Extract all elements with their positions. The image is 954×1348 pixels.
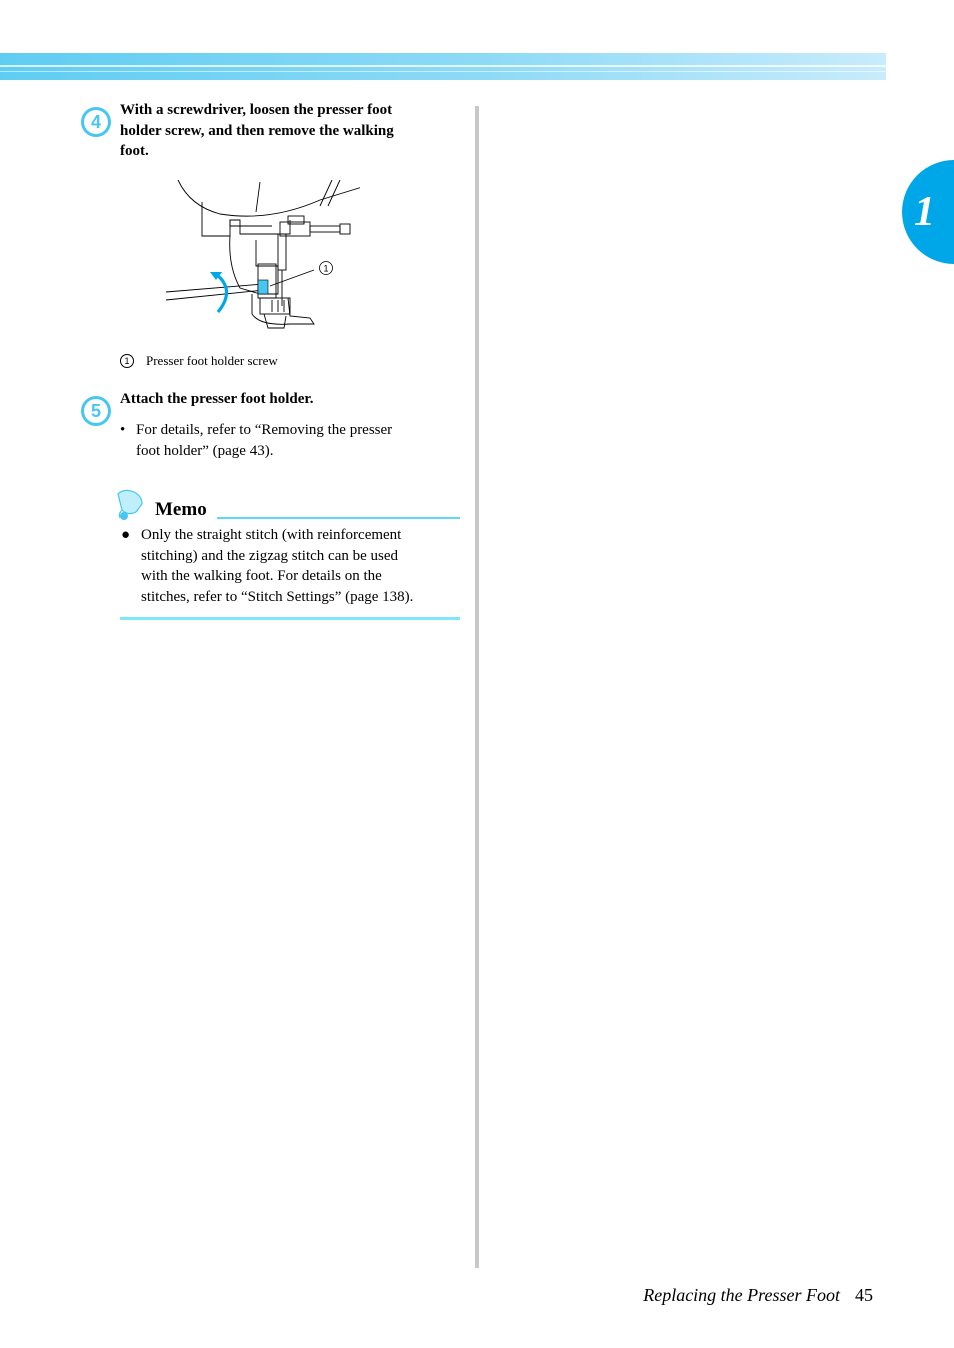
loosen-arrow	[216, 274, 227, 312]
header-band	[0, 53, 886, 80]
step-4-line-2: holder screw, and then remove the walking	[120, 122, 394, 139]
memo-line-4: stitches, refer to “Stitch Settings” (page 138).	[141, 588, 414, 605]
step-5-bullet: •	[120, 422, 126, 438]
memo-top-rule	[217, 517, 460, 519]
caption-text: Presser foot holder screw	[146, 353, 278, 368]
step-4-line-1: With a screwdriver, loosen the presser foot	[120, 102, 393, 118]
memo-line-2: stitching) and the zigzag stitch can be used	[141, 547, 398, 564]
step-4-instruction	[120, 100, 394, 162]
figure-caption	[120, 352, 278, 370]
step-4-marker	[81, 107, 111, 137]
caption-number: 1	[120, 354, 134, 368]
column-divider	[475, 106, 479, 1268]
chapter-number: 1	[914, 189, 935, 235]
memo-title: Memo	[155, 499, 207, 520]
machine-head-outline	[178, 180, 360, 216]
step-4-line-3: foot.	[120, 143, 149, 159]
header-stripe	[0, 65, 886, 67]
footer-section-title: Replacing the Presser Foot	[643, 1285, 840, 1305]
step-5-marker	[81, 396, 111, 426]
memo-bullet: ●	[121, 527, 131, 543]
step-4-number: 4	[84, 110, 108, 134]
footer-page-number: 45	[855, 1285, 873, 1305]
callout-number: 1	[323, 263, 329, 274]
memo-icon	[114, 488, 146, 522]
step-5-detail-line-2: foot holder” (page 43).	[136, 443, 274, 459]
header-stripe-thin	[0, 71, 886, 72]
step-5-number: 5	[84, 399, 108, 423]
memo-line-3: with the walking foot. For details on the	[141, 568, 382, 584]
step-5-detail-line-1: For details, refer to “Removing the presser	[136, 422, 393, 438]
memo-bottom-rule	[120, 617, 460, 620]
holder-screw-highlight	[258, 280, 268, 294]
step-5-title: Attach the presser foot holder.	[120, 391, 314, 407]
walking-foot-illustration	[160, 176, 360, 336]
memo-line-1: Only the straight stitch (with reinforcement	[141, 527, 402, 543]
